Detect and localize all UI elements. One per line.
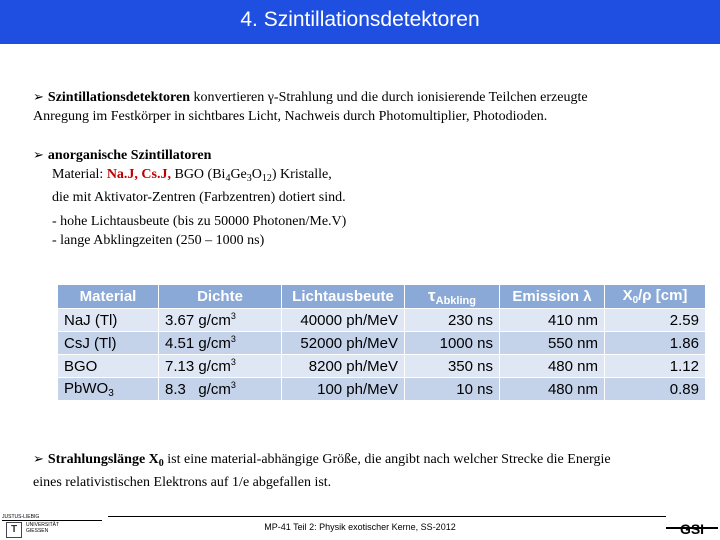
p4-line2: eines relativistischen Elektrons auf 1/e abgefallen ist.	[33, 475, 332, 490]
cell-material: CsJ (Tl)	[58, 332, 158, 354]
cell-emission: 480 nm	[500, 355, 604, 377]
cell-emission: 410 nm	[500, 309, 604, 331]
p4-text: ist eine material-abhängige Größe, die angibt nach welcher Strecke die Energie	[163, 452, 611, 467]
cell-dichte: 4.51 $g/cm^3$	[159, 332, 281, 354]
table-row	[58, 332, 705, 354]
bullet-arrow-icon: ➢	[33, 90, 44, 105]
bullet-arrow-icon: ➢	[33, 452, 44, 467]
header-lichtausbeute: Lichtausbeute	[282, 285, 404, 308]
term-strahlungslaenge: Strahlungslänge X	[47, 452, 159, 467]
university-logo: JUSTUS-LIEBIG T UNIVERSITÄT GIESSEN	[2, 514, 102, 538]
cell-licht: 8200 ph/MeV	[282, 355, 404, 377]
paragraph-szintillationsdetektoren	[33, 88, 698, 126]
cell-x0: 1.12	[605, 355, 705, 377]
table-row	[58, 309, 705, 331]
cell-x0: 2.59	[605, 309, 705, 331]
p1-line2: Anregung im Festkörper in sichtbares Licht, Nachweis durch Photomultiplier, Photodioden.	[33, 109, 548, 124]
header-dichte: Dichte	[159, 285, 281, 308]
header-tau: $\tau_{Abkling}$	[405, 285, 499, 308]
cell-tau: 1000 ns	[405, 332, 499, 354]
header-x0: $X_0/\rho$ [cm]	[605, 285, 705, 308]
cell-x0: 1.86	[605, 332, 705, 354]
gsi-logo-text: GSI	[679, 521, 705, 537]
cell-tau: 10 ns	[405, 378, 499, 400]
cell-licht: 52000 ph/MeV	[282, 332, 404, 354]
header-material: Material	[58, 285, 158, 308]
footer-divider	[108, 516, 666, 517]
lichtausbeute-line: - hohe Lichtausbeute (bis zu 50000 Photonen/Me.V)	[52, 214, 347, 229]
cell-licht: 100 ph/MeV	[282, 378, 404, 400]
term-szintillationsdetektoren: Szintillationsdetektoren	[47, 90, 190, 105]
cell-dichte: 7.13 $g/cm^3$	[159, 355, 281, 377]
cell-x0: 0.89	[605, 378, 705, 400]
table-row	[58, 378, 705, 400]
highlighted-materials: Na.J, Cs.J,	[106, 167, 171, 182]
cell-emission: 480 nm	[500, 378, 604, 400]
cell-dichte: 8.3 $g/cm^3$	[159, 378, 281, 400]
table-header-row	[58, 285, 705, 308]
abklingzeit-line: - lange Abklingzeiten (250 – 1000 ns)	[52, 233, 265, 248]
table-row	[58, 355, 705, 377]
bullet-arrow-icon: ➢	[33, 148, 44, 163]
heading-anorganische: anorganische Szintillatoren	[47, 148, 212, 163]
scintillator-table	[57, 284, 706, 401]
p1-text: konvertieren γ-Strahlung und die durch ionisierende Teilchen erzeugte	[189, 90, 588, 105]
cell-dichte: 3.67 $g/cm^3$	[159, 309, 281, 331]
dotiert-line: die mit Aktivator-Zentren (Farbzentren) dotiert sind.	[52, 190, 346, 205]
paragraph-anorganische	[33, 146, 698, 207]
cell-tau: 230 ns	[405, 309, 499, 331]
material-line: Material: Na.J, Cs.J, BGO $(Bi_4Ge_3O_{12})$ Kristalle,	[52, 167, 332, 184]
cell-licht: 40000 ph/MeV	[282, 309, 404, 331]
cell-material: BGO	[58, 355, 158, 377]
footer-text: MP-41 Teil 2: Physik exotischer Kerne, SS-2012	[264, 522, 456, 532]
university-mark-icon: T	[6, 522, 22, 538]
cell-tau: 350 ns	[405, 355, 499, 377]
gsi-logo	[666, 518, 718, 538]
header-emission: Emission λ	[500, 285, 604, 308]
paragraph-strahlungslaenge: ➢ Strahlungslänge $X_0$ ist eine material-abhängige Größe, die angibt nach welcher Strecke die Energie eines relativistischen Elektrons auf 1/e abgefallen ist.	[33, 452, 611, 490]
slide-title: 4. Szintillationsdetektoren	[240, 8, 480, 31]
cell-emission: 550 nm	[500, 332, 604, 354]
paragraph-eigenschaften	[33, 212, 717, 250]
cell-material: PbWO$_3$	[58, 378, 158, 400]
cell-material: NaJ (Tl)	[58, 309, 158, 331]
